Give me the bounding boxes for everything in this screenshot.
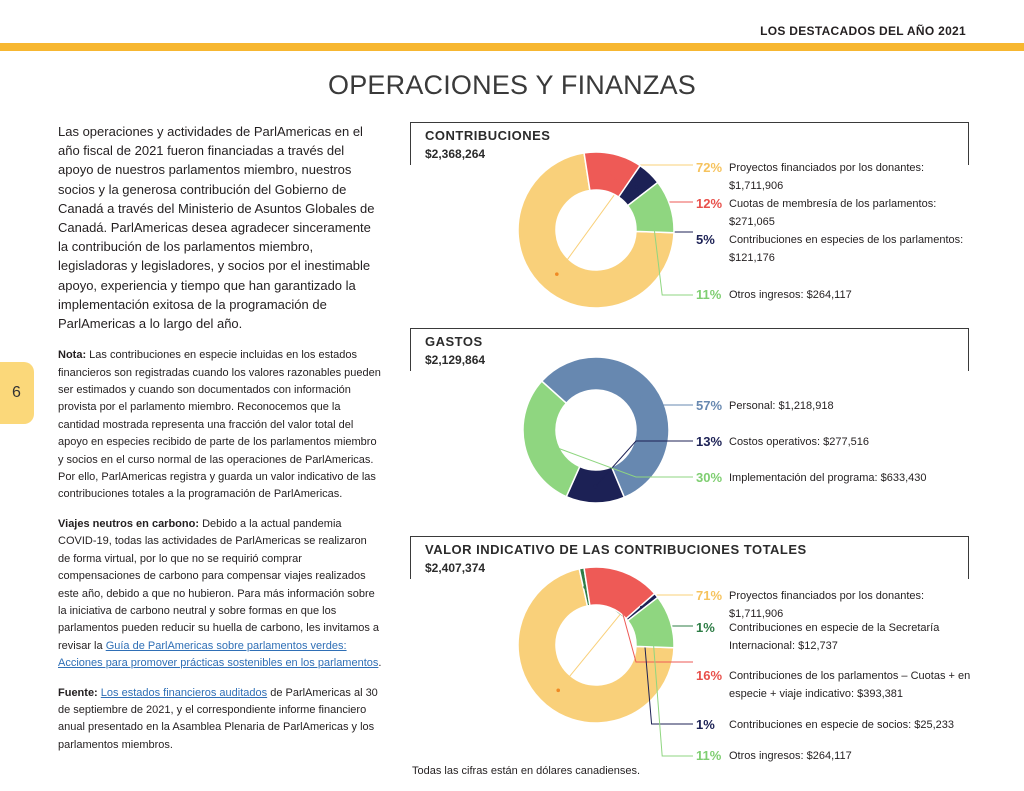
legend-pct: 11% <box>696 748 722 763</box>
legend-item <box>696 716 981 734</box>
legend-label: Proyectos financiados por los donantes: $1,711,906 <box>729 590 925 620</box>
header-accent-bar <box>0 43 1024 51</box>
legend-pct: 13% <box>696 434 723 449</box>
leader-dot <box>614 588 618 592</box>
leader-dot <box>555 272 559 276</box>
legend-item <box>696 433 981 451</box>
legend-label: Otros ingresos: $264,117 <box>729 750 852 762</box>
valor-indicativo-total: $2,407,374 <box>425 561 486 575</box>
leader-dot <box>539 440 543 444</box>
leader-dot <box>640 395 644 399</box>
legend-label: Contribuciones de los parlamentos – Cuotas + en especie + viaje indicativo: $393,381 <box>729 670 971 700</box>
viajes-end: . <box>378 657 382 670</box>
gastos-title: GASTOS <box>425 334 483 349</box>
viajes-label: Viajes neutros en carbono: <box>58 517 200 530</box>
legend-pct: 72% <box>696 160 723 175</box>
legend-item <box>696 286 981 304</box>
section-header-label: LOS DESTACADOS DEL AÑO 2021 <box>760 24 966 38</box>
nota-text: Las contribuciones en especie incluidas en los estados financieros son registradas cuando los valores razonables pueden ser estimados y cuando son documentados con información provista por el parlamento miembro. Reconocemos que la cantidad mostrada representa una fracción del valor total del apoyo en especies recibido de parte de los parlamentos miembro y socios en el curso normal de las operaciones de ParlAmericas. Por ello, ParlAmericas registra y guarda un valor indicativo de las contribuciones totales a la programación de ParlAmericas. <box>58 349 381 501</box>
legend-label: Proyectos financiados por los donantes: $1,711,906 <box>729 162 925 192</box>
legend-label: Costos operativos: $277,516 <box>729 436 870 448</box>
gastos-total: $2,129,864 <box>425 353 486 367</box>
page-title: OPERACIONES Y FINANZAS <box>328 70 696 100</box>
legend-item <box>696 397 981 415</box>
leader-dot <box>635 185 639 189</box>
legend-item <box>696 195 981 231</box>
fuente-label: Fuente: <box>58 686 98 699</box>
currency-footnote: Todas las cifras están en dólares canadienses. <box>412 765 641 777</box>
legend-label: Contribuciones en especie de la Secretaría Internacional: $12,737 <box>729 622 940 652</box>
legend-item <box>696 619 981 655</box>
legend-pct: 5% <box>696 232 715 247</box>
legend-item <box>696 667 981 703</box>
legend-item <box>696 469 981 487</box>
legend-pct: 1% <box>696 717 715 732</box>
nota-label: Nota: <box>58 349 87 362</box>
legend-item <box>696 587 981 623</box>
audited-statements-link[interactable]: Los estados financieros auditados <box>100 686 268 699</box>
fuente-paragraph <box>58 685 382 755</box>
contribuciones-total: $2,368,264 <box>425 147 486 161</box>
legend-pct: 16% <box>696 668 723 683</box>
leader-dot <box>556 689 560 693</box>
left-text-column <box>58 122 382 766</box>
nota-paragraph <box>58 347 382 504</box>
leader-dot <box>607 171 611 175</box>
legend-pct: 1% <box>696 620 715 635</box>
gastos-donut-chart <box>410 328 970 518</box>
legend-label: Cuotas de membresía de los parlamentos: $271,065 <box>729 198 937 228</box>
green-parliaments-guide-link[interactable]: Guía de ParlAmericas sobre parlamentos verdes: Acciones para promover prácticas sostenibles en los parlamentos <box>58 639 379 670</box>
legend-item <box>696 231 981 267</box>
legend-label: Contribuciones en especies de los parlamentos: $121,176 <box>729 234 964 264</box>
legend-pct: 12% <box>696 196 723 211</box>
page-number: 6 <box>12 384 21 401</box>
viajes-paragraph <box>58 516 382 673</box>
fuente-text: de ParlAmericas al 30 de septiembre de 2021, y el correspondiente informe financiero anual presentado en la Asamblea Plenaria de ParlAmericas y los parlamentos miembros. <box>58 686 378 751</box>
legend-pct: 30% <box>696 470 723 485</box>
leader-dot <box>594 485 598 489</box>
leader-dot <box>650 210 654 214</box>
legend-label: Contribuciones en especie de socios: $25,233 <box>729 719 955 731</box>
legend-label: Otros ingresos: $264,117 <box>729 289 852 301</box>
valor-indicativo-title: VALOR INDICATIVO DE LAS CONTRIBUCIONES TOTALES <box>425 542 807 557</box>
legend-item <box>696 159 981 195</box>
legend-label: Personal: $1,218,918 <box>729 400 834 412</box>
legend-label: Implementación del programa: $633,430 <box>729 472 927 484</box>
intro-paragraph: Las operaciones y actividades de ParlAmericas en el año fiscal de 2021 fueron financiadas a través del apoyo de nuestros parlamentos miembro, nuestros socios y la generosa contribución del Gobierno de Canadá a través del Ministerio de Asuntos Globales de Canadá. ParlAmericas desea agradecer sinceramente la contribución de los parlamentos miembro, legisladoras y legisladores, y socios por el inestimable apoyo, experiencia y tiempo que han garantizado la implementación exitosa de la programación de ParlAmericas a lo largo del año. <box>58 124 375 332</box>
leader-dot <box>650 625 654 629</box>
contribuciones-title: CONTRIBUCIONES <box>425 128 551 143</box>
legend-item <box>696 747 981 765</box>
legend-pct: 71% <box>696 588 723 603</box>
legend-pct: 57% <box>696 398 723 413</box>
viajes-text: Debido a la actual pandemia COVID-19, todas las actividades de ParlAmericas se realizaron de forma virtual, por lo que no se requirió comprar compensaciones de carbono para compensar viajes realizados este año, debido a que no hubieron. Para más información sobre la iniciativa de carbono neutral y sobre formas en que los parlamentos pueden reducir su huella de carbono, les invitamos a revisar la <box>58 517 380 652</box>
legend-pct: 11% <box>696 287 722 302</box>
